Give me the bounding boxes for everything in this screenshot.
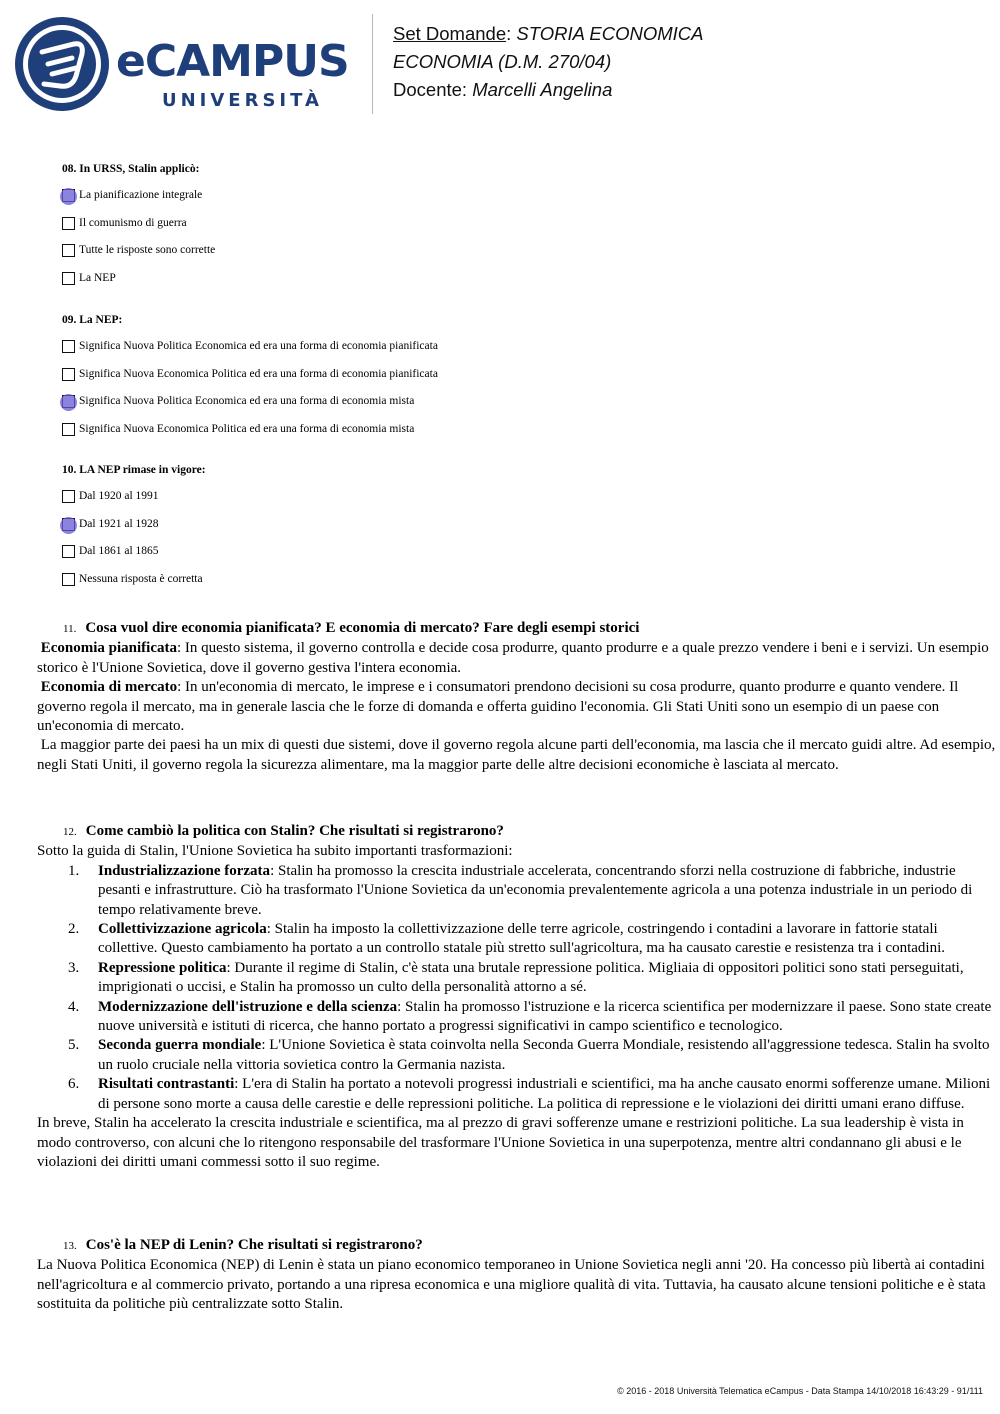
answer-intro: Sotto la guida di Stalin, l'Unione Sovietica ha subito importanti trasformazioni: — [37, 843, 513, 860]
docente-label: Docente: — [393, 79, 473, 100]
question-title — [37, 822, 997, 842]
item-term: Modernizzazione dell'istruzione e della scienza — [98, 998, 398, 1015]
list-item — [37, 862, 997, 920]
checkbox[interactable] — [62, 340, 75, 353]
item-text: : Durante il regime di Stalin, c'è stata una brutale repressione politica. Migliaia di oppositori politici sono stati perseguitati, imprigionati o uccisi, e Stalin ha promosso un culto della personalità attorno a sé. — [98, 959, 964, 996]
answer-option[interactable] — [62, 422, 438, 450]
question-number: 12. — [63, 826, 77, 838]
answer-option[interactable] — [62, 572, 206, 600]
item-term: Seconda guerra mondiale — [98, 1037, 262, 1054]
paragraph-text: : In questo sistema, il governo controlla e decide cosa produrre, quanto produrre e a quale prezzo vendere i beni e i servizi. Un esempio storico è l'Unione Sovietica, dove il governo gestiva l'intera economia. — [37, 640, 989, 676]
option-label: Dal 1861 al 1865 — [79, 545, 159, 557]
question-title: 09. La NEP: — [62, 314, 123, 326]
page-footer: © 2016 - 2018 Università Telematica eCampus - Data Stampa 14/10/2018 16:43:29 - 91/111 — [617, 1386, 983, 1396]
set-sep: : — [506, 23, 517, 44]
answer-conclusion: In breve, Stalin ha accelerato la crescita industriale e scientifica, ma al prezzo di gravi sofferenze umane e restrizioni politiche. La sua leadership è vista in modo controverso, con alcuni che lo ritengono responsabile del trasformare l'Unione Sovietica in una superpotenza, mentre altri condannano gli abusi e le violazioni dei diritti umani commessi sotto il suo regime. — [37, 1115, 964, 1170]
set-label: Set Domande — [393, 23, 507, 44]
header-divider — [372, 14, 373, 114]
course-line1: STORIA ECONOMICA — [516, 23, 704, 44]
list-number: 1. — [68, 862, 80, 879]
option-label: Significa Nuova Politica Economica ed era una forma di economia pianificata — [79, 340, 438, 352]
item-text: : L'Unione Sovietica è stata coinvolta nella Seconda Guerra Mondiale, resistendo all'aggressione tedesca. Stalin ha svolto un ruolo cruciale nella vittoria sovietica contro la Germania nazista. — [98, 1037, 990, 1073]
ecampus-logo — [12, 14, 357, 114]
answer-option[interactable] — [62, 188, 215, 216]
list-number: 5. — [68, 1037, 80, 1054]
question-title — [37, 619, 997, 639]
question-number: 11. — [63, 623, 77, 635]
answer-option[interactable] — [62, 517, 206, 545]
answer-option[interactable] — [62, 271, 215, 299]
question-number: 13. — [63, 1240, 77, 1252]
checkbox[interactable] — [62, 368, 75, 381]
item-term: Collettivizzazione agricola — [98, 921, 267, 938]
checkbox-checked[interactable] — [62, 189, 75, 202]
term-economia-pianificata: Economia pianificata — [40, 640, 178, 657]
question-09 — [62, 314, 438, 449]
checkbox[interactable] — [62, 490, 75, 503]
answer-option[interactable] — [62, 544, 206, 572]
item-term: Industrializzazione forzata — [98, 862, 271, 879]
checkbox-checked[interactable] — [62, 518, 75, 531]
list-number: 2. — [68, 921, 80, 938]
logo-brand: eCAMPUS — [116, 36, 349, 87]
docente-name: Marcelli Angelina — [472, 79, 613, 100]
list-item — [37, 998, 997, 1037]
paragraph-text: : In un'economia di mercato, le imprese e i consumatori prendono decisioni su cosa produrre, quanto produrre e quanto vendere. Il governo regola il mercato, ma in generale lascia che le forze di domanda e offerta guidino l'economia. Gli Stati Uniti sono un esempio di un paese con un'economia di mercato. — [37, 679, 959, 735]
answer-paragraph — [37, 736, 997, 775]
list-number: 3. — [68, 959, 80, 976]
answer-option[interactable] — [62, 394, 438, 422]
answer-option[interactable] — [62, 243, 215, 271]
option-label: Significa Nuova Politica Economica ed era una forma di economia mista — [79, 395, 415, 407]
checkbox-checked[interactable] — [62, 395, 75, 408]
checkbox[interactable] — [62, 272, 75, 285]
paragraph-text: La maggior parte dei paesi ha un mix di questi due sistemi, dove il governo regola alcune parti dell'economia, ma lascia che il mercato guidi altre. Ad esempio, negli Stati Uniti, il governo regola la sicurezza alimentare, ma la maggior parte delle altre decisioni economiche è lasciata al mercato. — [37, 737, 996, 773]
answer-option[interactable] — [62, 216, 215, 244]
question-13 — [37, 1236, 997, 1315]
logo-sub: UNIVERSITÀ — [162, 90, 323, 111]
option-label: Il comunismo di guerra — [79, 216, 187, 229]
question-title — [37, 1236, 997, 1256]
answer-option[interactable] — [62, 489, 206, 517]
answer-paragraph — [37, 678, 997, 736]
checkbox[interactable] — [62, 244, 75, 257]
item-text: : Stalin ha imposto la collettivizzazione delle terre agricole, costringendo i contadini a lavorare in fattorie statali collettive. Questo cambiamento ha portato a un controllo statale più stretto sull'agricoltura, ma ha causato carestie e resistenza tra i contadini. — [98, 921, 945, 957]
item-text: : L'era di Stalin ha portato a notevoli progressi industriali e scientifici, ma ha anche causato enormi sofferenze umane. Milioni di persone sono morte a causa delle carestie e delle repressioni politiche. La politica di repressione e le violazioni dei diritti umani erano diffuse. — [98, 1076, 991, 1112]
question-text: Cos'è la NEP di Lenin? Che risultati si registrarono? — [85, 1237, 423, 1253]
option-label: Nessuna risposta è corretta — [79, 572, 203, 585]
question-12 — [37, 822, 997, 1172]
option-label: La pianificazione integrale — [79, 189, 203, 201]
list-item — [37, 1075, 997, 1114]
question-text: Cosa vuol dire economia pianificata? E economia di mercato? Fare degli esempi storici — [85, 620, 640, 636]
checkbox[interactable] — [62, 573, 75, 586]
question-10 — [62, 464, 206, 599]
option-label: Dal 1920 al 1991 — [79, 490, 159, 502]
option-label: Significa Nuova Economica Politica ed era una forma di economia mista — [79, 422, 415, 435]
checkbox[interactable] — [62, 545, 75, 558]
question-11 — [37, 619, 997, 775]
answer-paragraph — [37, 639, 997, 678]
item-text: : Stalin ha promosso l'istruzione e la ricerca scientifica per modernizzare il paese. Sono state create nuove università e istituti di ricerca, che hanno portato a progressi significativi in campo scientifico e tecnologico. — [98, 998, 992, 1035]
question-title: 08. In URSS, Stalin applicò: — [62, 163, 200, 175]
option-label: Dal 1921 al 1928 — [79, 517, 159, 530]
term-economia-di-mercato: Economia di mercato — [40, 679, 178, 696]
course-line2: ECONOMIA (D.M. 270/04) — [393, 51, 612, 72]
answer-option[interactable] — [62, 339, 438, 367]
item-term: Repressione politica — [98, 959, 227, 976]
list-item — [37, 1036, 997, 1075]
header-course-info — [393, 20, 703, 104]
list-number: 6. — [68, 1076, 80, 1093]
item-text: : Stalin ha promosso la crescita industriale accelerata, concentrando sforzi nella costruzione di fabbriche, industrie pesanti e infrastrutture. Ciò ha trasformato l'Unione Sovietica da un'economia prevalentemente agricola a una potenza industriale in un periodo di tempo relativamente breve. — [98, 862, 973, 918]
option-label: La NEP — [79, 271, 116, 284]
page-header — [0, 0, 1000, 130]
question-08 — [62, 163, 215, 298]
checkbox[interactable] — [62, 423, 75, 436]
results-list — [37, 862, 997, 1114]
checkbox[interactable] — [62, 217, 75, 230]
list-number: 4. — [68, 998, 80, 1015]
answer-option[interactable] — [62, 367, 438, 395]
list-item — [37, 959, 997, 998]
list-item — [37, 920, 997, 959]
option-label: Significa Nuova Economica Politica ed era una forma di economia pianificata — [79, 367, 438, 380]
item-term: Risultati contrastanti — [98, 1076, 235, 1093]
answer-paragraph: La Nuova Politica Economica (NEP) di Lenin è stata un piano economico temporaneo in Unione Sovietica negli anni '20. Ha concesso più libertà ai contadini nell'agricoltura e al commercio privato, portando a una ripresa economica e una migliore qualità di vita. Tuttavia, ha causato alcune tensioni politiche e è stata sostituita da politiche più centralizzate sotto Stalin. — [37, 1257, 986, 1313]
question-title: 10. LA NEP rimase in vigore: — [62, 464, 206, 476]
question-text: Come cambiò la politica con Stalin? Che risultati si registrarono? — [85, 823, 504, 839]
option-label: Tutte le risposte sono corrette — [79, 244, 216, 256]
